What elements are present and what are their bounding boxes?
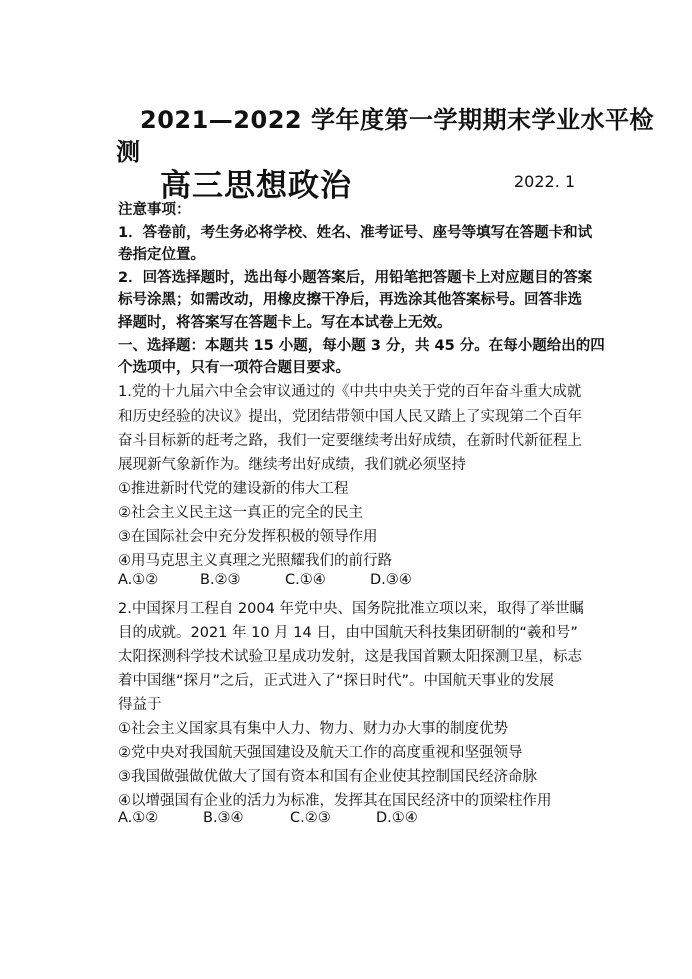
notice-line: 标号涂黑；如需改动，用橡皮擦干净后，再选涂其他答案标号。回答非选: [118, 292, 582, 308]
notice-line: 1．答卷前，考生务必将学校、姓名、准考证号、座号等填写在答题卡和试: [118, 225, 593, 241]
question-stem: 目的成就。2021 年 10 月 14 日，由中国航天科技集团研制的“羲和号”: [118, 625, 578, 641]
question-stem: 奋斗目标新的赶考之路，我们一定要继续考出好成绩，在新时代新征程上: [118, 433, 582, 449]
choice-d: D.③④: [370, 572, 412, 588]
question-item: ③我国做强做优做大了国有资本和国有企业使其控制国民经济命脉: [118, 769, 537, 785]
notice-heading: 注意事项：: [118, 202, 191, 218]
choice-b: B.②③: [200, 572, 241, 588]
notice-line: 2．回答选择题时，选出每小题答案后，用铅笔把答题卡上对应题目的答案: [118, 270, 593, 286]
question-item: ④以增强国有企业的活力为标准，发挥其在国民经济中的顶梁柱作用: [118, 793, 552, 809]
question-item: ②党中央对我国航天强国建设及航天工作的高度重视和坚强领导: [118, 745, 523, 761]
question-stem: 1.党的十九届六中全会审议通过的《中共中央关于党的百年奋斗重大成就: [118, 384, 582, 400]
exam-title-continued: 测: [116, 138, 140, 166]
notice-line: 择题时，将答案写在答题卡上。写在本试卷上无效。: [118, 315, 452, 331]
exam-title: 2021—2022 学年度第一学期期末学业水平检: [140, 106, 654, 134]
question-item: ③在国际社会中充分发挥积极的领导作用: [118, 529, 378, 545]
question-stem: 太阳探测科学技术试验卫星成功发射，这是我国首颗太阳探测卫星，标志: [118, 649, 582, 665]
exam-date: 2022. 1: [514, 172, 576, 191]
question-item: ①推进新时代党的建设新的伟大工程: [118, 481, 349, 497]
section-heading: 个选项中，只有一项符合题目要求。: [118, 360, 350, 376]
question-item: ②社会主义民主这一真正的完全的民主: [118, 505, 363, 521]
choice-a: A.①②: [118, 810, 159, 826]
question-stem: 展现新气象新作为。继续考出好成绩，我们就必须坚持: [118, 457, 466, 473]
choice-c: C.①④: [285, 572, 326, 588]
question-stem: 着中国继“探月”之后，正式进入了“探日时代”。中国航天事业的发展: [118, 673, 555, 689]
section-heading: 一、选择题：本题共 15 小题，每小题 3 分，共 45 分。在每小题给出的四: [118, 338, 605, 354]
question-stem: 得益于: [118, 697, 162, 713]
notice-line: 卷指定位置。: [118, 247, 205, 263]
choice-c: C.②③: [290, 810, 331, 826]
question-stem: 和历史经验的决议》提出，党团结带领中国人民又踏上了实现第二个百年: [118, 409, 582, 425]
subject-title: 高三思想政治: [160, 168, 352, 204]
question-item: ①社会主义国家具有集中人力、物力、财力办大事的制度优势: [118, 721, 508, 737]
choice-b: B.③④: [203, 810, 244, 826]
choice-a: A.①②: [118, 572, 159, 588]
question-item: ④用马克思主义真理之光照耀我们的前行路: [118, 553, 392, 569]
choice-d: D.①④: [376, 810, 418, 826]
question-stem: 2.中国探月工程自 2004 年党中央、国务院批准立项以来，取得了举世瞩: [118, 601, 584, 617]
